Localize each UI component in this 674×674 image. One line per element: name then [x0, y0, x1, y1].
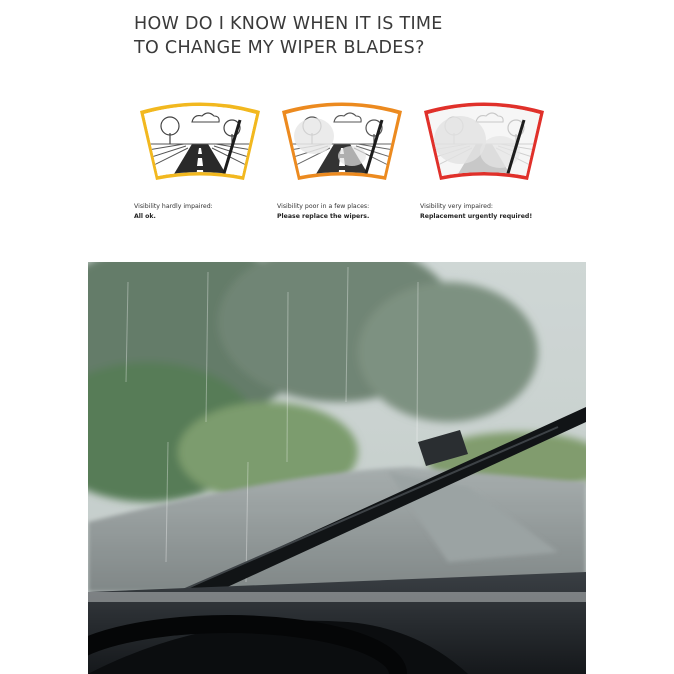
caption-stage-1 [134, 202, 274, 222]
windshield-impaired-icon [420, 100, 548, 184]
wiper-info-page [88, 0, 586, 674]
rainy-windshield-photo [88, 262, 586, 674]
caption-action: All ok. [134, 213, 156, 220]
caption-status: Visibility very impaired: [420, 203, 493, 210]
caption-action: Please replace the wipers. [277, 213, 370, 220]
title-line-2: TO CHANGE MY WIPER BLADES? [134, 38, 425, 58]
title-line-1: HOW DO I KNOW WHEN IT IS TIME [134, 14, 443, 34]
caption-status: Visibility poor in a few places: [277, 203, 370, 210]
windshield-smeared-icon [278, 100, 406, 184]
page-title [134, 12, 574, 60]
caption-action: Replacement urgently required! [420, 213, 533, 220]
caption-status: Visibility hardly impaired: [134, 203, 213, 210]
caption-stage-3 [420, 202, 560, 222]
windshield-clear-icon [136, 100, 264, 184]
caption-stage-2 [277, 202, 417, 222]
